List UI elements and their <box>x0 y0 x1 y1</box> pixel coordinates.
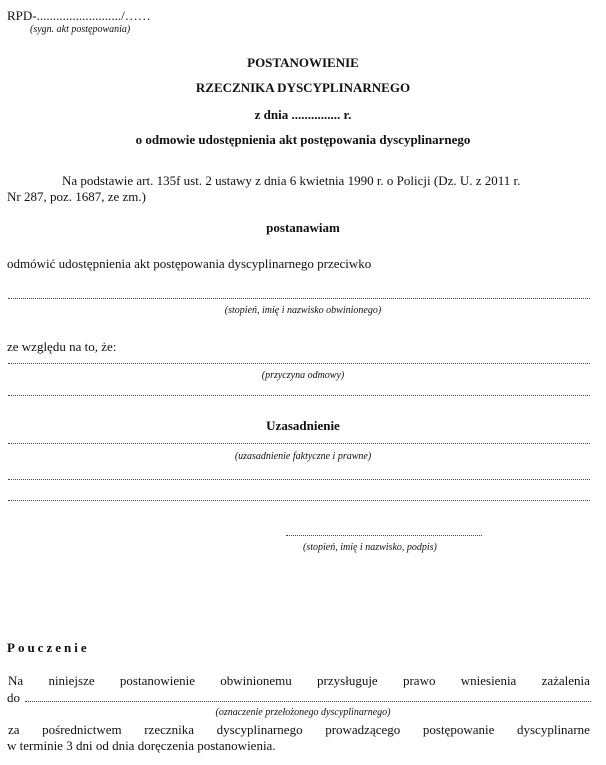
instruction-heading: Pouczenie <box>7 640 90 655</box>
accused-caption: (stopień, imię i nazwisko obwinionego) <box>224 305 382 316</box>
reason-caption: (przyczyna odmowy) <box>261 370 345 381</box>
reason-dotted-line-2 <box>8 395 590 396</box>
superior-dotted-line <box>25 701 591 702</box>
instruction-word: za <box>8 722 20 737</box>
instruction-word: prawo <box>402 673 436 688</box>
case-number-caption: (sygn. akt postępowania) <box>30 24 131 35</box>
signature-dotted-line <box>286 535 482 536</box>
justification-dotted-line-3 <box>8 500 590 501</box>
instruction-word: wniesienia <box>460 673 517 688</box>
legal-basis-line-2: Nr 287, poz. 1687, ze zm.) <box>7 189 146 204</box>
instruction-word: postępowanie <box>422 722 495 737</box>
justification-caption: (uzasadnienie faktyczne i prawne) <box>234 451 372 462</box>
instruction-word: rzecznika <box>144 722 195 737</box>
instruction-line-3 <box>8 722 590 738</box>
instruction-word: dyscyplinarne <box>517 722 590 737</box>
instruction-word: Na <box>8 673 24 688</box>
instruction-word: obwinionemu <box>220 673 292 688</box>
justification-heading: Uzasadnienie <box>266 418 340 433</box>
document-date-line: z dnia ............... r. <box>254 107 352 122</box>
reason-dotted-line-1 <box>8 363 590 364</box>
document-title-issuer: RZECZNIKA DYSCYPLINARNEGO <box>195 80 411 95</box>
decision-heading: postanawiam <box>266 220 340 235</box>
instruction-word: pośrednictwem <box>42 722 122 737</box>
signature-caption: (stopień, imię i nazwisko, podpis) <box>303 542 437 553</box>
reason-intro: ze względu na to, że: <box>7 339 117 354</box>
instruction-line-1 <box>8 673 590 689</box>
instruction-word: dyscyplinarnego <box>216 722 303 737</box>
justification-dotted-line-1 <box>8 443 590 444</box>
instruction-line-2-prefix: do <box>7 690 20 705</box>
superior-caption: (oznaczenie przełożonego dyscyplinarnego) <box>215 707 391 718</box>
document-subject: o odmowie udostępnienia akt postępowania dyscyplinarnego <box>135 132 471 147</box>
case-number: RPD-........................../…… <box>7 8 151 23</box>
instruction-word: postanowienie <box>119 673 196 688</box>
instruction-word: zażalenia <box>541 673 590 688</box>
instruction-word: prowadzącego <box>325 722 401 737</box>
document-title: POSTANOWIENIE <box>247 55 359 70</box>
justification-dotted-line-2 <box>8 479 590 480</box>
instruction-word: niniejsze <box>48 673 95 688</box>
decision-text: odmówić udostępnienia akt postępowania dyscyplinarnego przeciwko <box>7 256 372 271</box>
instruction-word: przysługuje <box>317 673 378 688</box>
instruction-line-4: w terminie 3 dni od dnia doręczenia postanowienia. <box>7 738 276 753</box>
accused-dotted-line <box>8 298 590 299</box>
legal-basis-line-1: Na podstawie art. 135f ust. 2 ustawy z dnia 6 kwietnia 1990 r. o Policji (Dz. U. z 2011 r. <box>62 173 521 188</box>
